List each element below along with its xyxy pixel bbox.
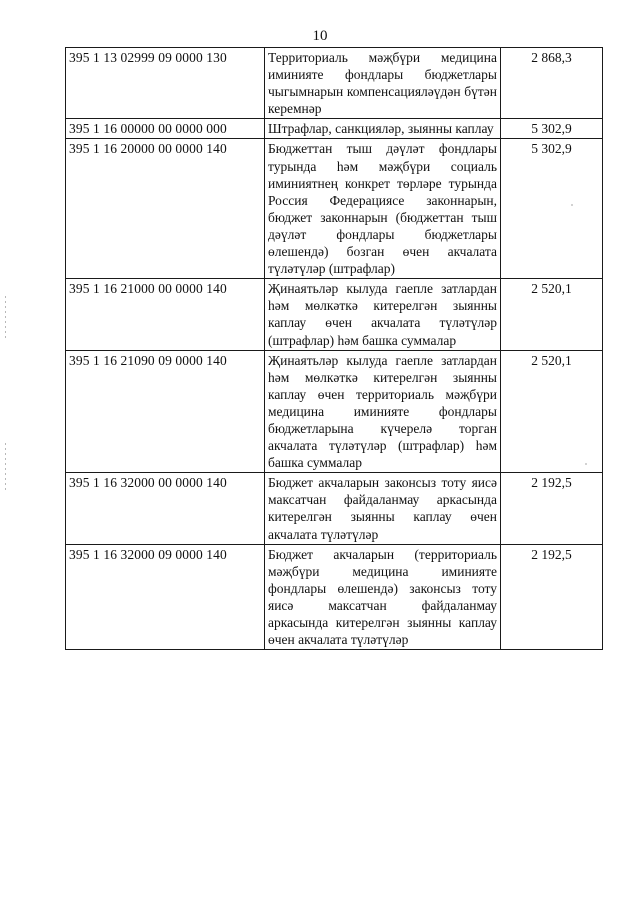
revenue-code-cell: 395 1 16 21090 09 0000 140	[66, 350, 265, 473]
margin-scan-mark	[5, 443, 6, 493]
revenue-name-cell: Җинаятьләр кылуда гаепле затлардан һәм мөлкәткә китерелгән зыянны каплау өчен территориаль мәҗбүри медицина иминияте фондлары бюджетларына күчерелә торган акчалата түләтүләр (штрафлар) һәм башка суммалар	[265, 350, 501, 473]
revenue-amount-cell: 2 192,5	[501, 544, 603, 650]
revenue-code-cell: 395 1 16 32000 00 0000 140	[66, 473, 265, 544]
budget-revenue-table	[65, 47, 603, 650]
revenue-code-cell: 395 1 13 02999 09 0000 130	[66, 48, 265, 119]
revenue-code-cell: 395 1 16 21000 00 0000 140	[66, 279, 265, 350]
revenue-amount-cell: 2 520,1	[501, 279, 603, 350]
table-row	[66, 48, 603, 119]
table-row	[66, 350, 603, 473]
revenue-code-cell: 395 1 16 00000 00 0000 000	[66, 119, 265, 139]
revenue-name-cell: Штрафлар, санкцияләр, зыянны каплау	[265, 119, 501, 139]
revenue-code-cell: 395 1 16 32000 09 0000 140	[66, 544, 265, 650]
revenue-name-cell: Территориаль мәҗбүри медицина иминияте фондлары бюджетлары чыгымнарын компенсацияләүдән бүтән керемнәр	[265, 48, 501, 119]
revenue-amount-cell: 2 192,5	[501, 473, 603, 544]
table-row	[66, 544, 603, 650]
table-row	[66, 139, 603, 279]
revenue-name-cell: Бюджет акчаларын законсыз тоту яисә максатчан файдаланмау аркасында китерелгән зыянны каплау өчен акчалата түләтүләр	[265, 473, 501, 544]
table-row	[66, 473, 603, 544]
table-row	[66, 279, 603, 350]
revenue-amount-cell: 5 302,9	[501, 119, 603, 139]
margin-scan-mark	[5, 296, 6, 338]
revenue-name-cell: Җинаятьләр кылуда гаепле затлардан һәм мөлкәткә китерелгән зыянны каплау өчен акчалата түләтүләр (штрафлар) һәм башка суммалар	[265, 279, 501, 350]
table-row	[66, 119, 603, 139]
revenue-code-cell: 395 1 16 20000 00 0000 140	[66, 139, 265, 279]
revenue-name-cell: Бюджеттан тыш дәүләт фондлары турында һәм мәҗбүри социаль иминиятнең конкрет төрләре турында Россия Федерациясе законнарын, бюджет законнарын (бюджеттан тыш дәүләт фондлары бюджетлары өлешендә) бозган өчен акчалата түләтүләр (штрафлар)	[265, 139, 501, 279]
revenue-amount-cell: 2 868,3	[501, 48, 603, 119]
revenue-amount-cell: 5 302,9	[501, 139, 603, 279]
revenue-amount-cell: 2 520,1	[501, 350, 603, 473]
revenue-name-cell: Бюджет акчаларын (территориаль мәҗбүри медицина иминияте фондлары өлешендә) законсыз тоту яисә максатчан файдаланмау аркасында китерелгән зыянны каплау өчен акчалата түләтүләр	[265, 544, 501, 650]
page-number: 10	[312, 28, 328, 44]
